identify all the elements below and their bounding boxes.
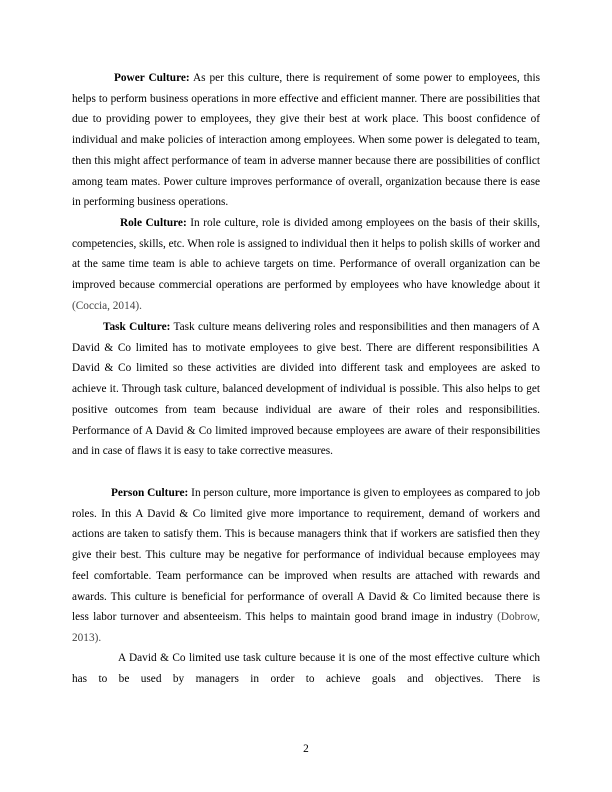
body-power-culture: As per this culture, there is requirement of some power to employees, this helps to perform business operations in more effective and efficient manner. There are possibilities that due to providing power to employees, they give their best at work place. This boost confidence of individual and make policies of interaction among employees. When some power is delegated to team, then this might affect performance of team in adverse manner because there are possibilities of conflict among team mates. Power culture improves performance of overall, organization because there is ease in performing business operations. [72, 72, 540, 209]
paragraph-power-culture [72, 68, 540, 213]
paragraph-role-culture [72, 213, 540, 317]
body-task-culture-choice: A David & Co limited use task culture because it is one of the most effective culture which has to be used by managers in order to achieve goals and objectives. There is [72, 652, 540, 685]
body-role-culture: In role culture, role is divided among employees on the basis of their skills, competencies, skills, etc. When role is assigned to individual then it helps to polish skills of worker and at the same time team is able to achieve targets on time. Performance of overall organization can be improved because commercial operations are performed by employees who have knowledge about it [72, 217, 540, 292]
paragraph-task-culture-choice [72, 648, 540, 689]
body-person-culture: In person culture, more importance is given to employees as compared to job roles. In this A David & Co limited give more importance to requirement, demand of workers and actions are taken to satisfy them. This is because managers think that if workers are satisfied then they give their best. This culture may be negative for performance of individual because employees may feel comfortable. Team performance can be improved when results are attached with rewards and awards. This culture is beneficial for performance of overall A David & Co limited because there is less labor turnover and absenteeism. This helps to maintain good brand image in industry [72, 487, 541, 624]
citation-person-culture: (Dobrow, 2013). [72, 611, 540, 644]
heading-role-culture: Role Culture: [120, 217, 187, 229]
heading-power-culture: Power Culture: [114, 72, 190, 84]
citation-role-culture: (Coccia, 2014). [72, 299, 142, 312]
body-task-culture: Task culture means delivering roles and responsibilities and then managers of A David & Co limited has to motivate employees to give best. There are different responsibilities A David & Co limited so these activities are divided into different task and employees are asked to achieve it. Through task culture, balanced development of individual is possible. This also helps to get positive outcomes from team because individual are aware of their roles and responsibilities. Performance of A David & Co limited improved because employees are aware of their responsibilities and in case of flaws it is easy to take corrective measures. [72, 321, 540, 458]
paragraph-person-culture [72, 483, 540, 649]
paragraph-task-culture [72, 317, 540, 462]
heading-task-culture: Task Culture: [103, 321, 171, 333]
heading-person-culture: Person Culture: [111, 487, 189, 499]
page-number: 2 [303, 743, 309, 755]
